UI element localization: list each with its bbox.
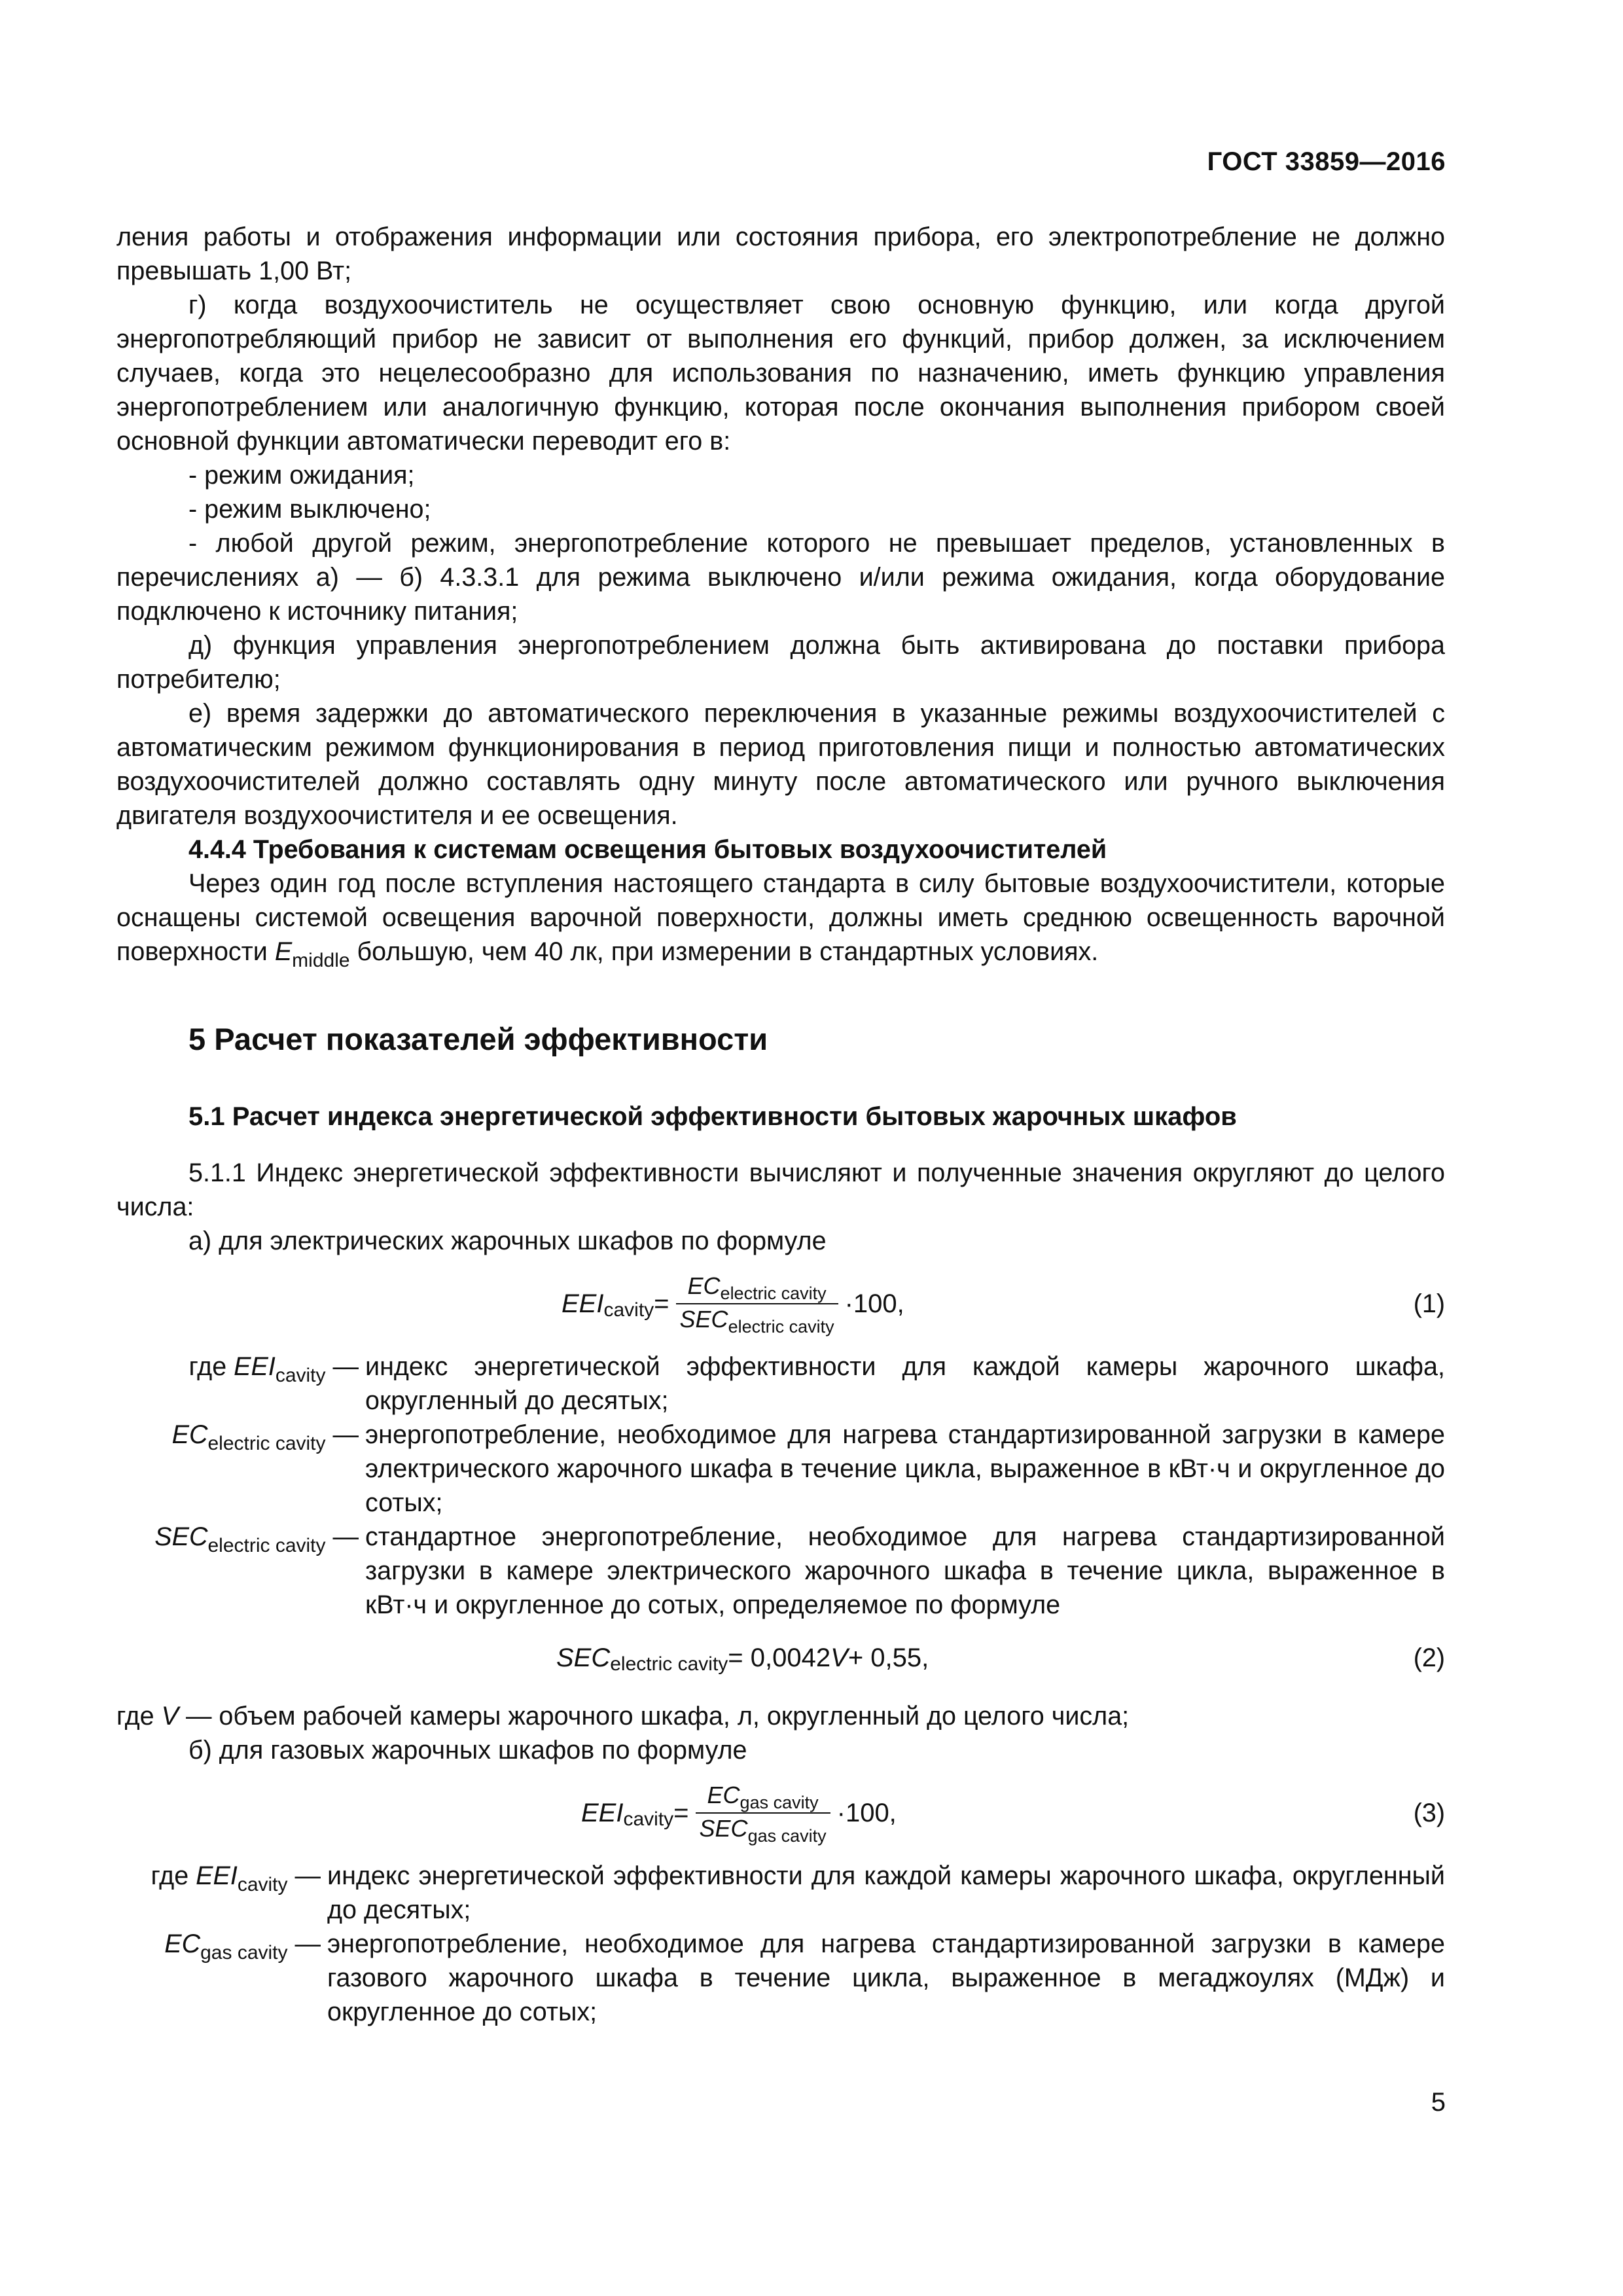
def-4-where: где [151, 1861, 196, 1890]
volume-where: где [116, 1702, 162, 1731]
formula-2 [116, 1622, 1445, 1694]
formula-3-den-subscript: gas cavity [747, 1826, 827, 1846]
paragraph-item-g: г) когда воздухоочиститель не осуществляет свою основную функцию, или когда другой энергопотребляющий прибор не зависит от выполнения его функций, прибор должен, за исключением случаев, когда это нецелесообразно для использования по назначению, иметь функцию управления энергопотреблением или аналогичную функцию, которая после окончания выполнения прибором своей основной функции автоматически переводит его в: [116, 291, 1445, 456]
list-item-standby: - режим ожидания; [188, 461, 415, 490]
paragraph-volume-definition [116, 1699, 1445, 1733]
formula-3-lhs-subscript: cavity [623, 1808, 674, 1830]
def-4-subscript: cavity [237, 1874, 288, 1895]
page-content [116, 220, 1445, 2029]
list-item-other-mode: - любой другой режим, энергопотребление которого не превышает пределов, установленных в перечислениях а) — б) 4.3.3.1 для режима выключено и/или режима ожидания, когда оборудование подключено к источнику питания; [116, 529, 1445, 626]
volume-text: — объем рабочей камеры жарочного шкафа, л, округленный до целого числа; [178, 1702, 1130, 1731]
paragraph-item-a: а) для электрических жарочных шкафов по формуле [188, 1227, 827, 1255]
formula-3-denominator [696, 1814, 830, 1846]
def-4-term [116, 1859, 327, 1927]
formula-1-denominator [676, 1304, 838, 1336]
def-2-dash: — [325, 1420, 359, 1449]
def-1-dash: — [325, 1352, 359, 1381]
formula-1-den-symbol: SEC [679, 1306, 728, 1333]
formula-1 [116, 1258, 1445, 1350]
formula-1-num-symbol: EC [687, 1272, 721, 1299]
def-2-text: энергопотребление, необходимое для нагрева стандартизированной загрузки в камере электрического жарочного шкафа в течение цикла, выраженное в кВт·ч и округленное до сотых; [365, 1420, 1445, 1517]
subsection-number: 4.4.4 [188, 835, 246, 864]
formula-2-label: (2) [1413, 1643, 1445, 1672]
formula-3-numerator [704, 1780, 823, 1812]
def-5-symbol: EC [164, 1929, 201, 1958]
paragraph-continued: ления работы и отображения информации или состояния прибора, его электропотребление не должно превышать 1,00 Вт; [116, 223, 1445, 285]
formula-2-expression [556, 1622, 929, 1694]
formula-2-constant: + 0,55, [847, 1643, 929, 1672]
formula-1-fraction [676, 1271, 838, 1336]
list-item-off: - режим выключено; [188, 495, 431, 524]
definitions-formula-1 [116, 1350, 1445, 1622]
subsection-4-4-4-heading [116, 833, 1445, 867]
formula-3-lhs: EEI [581, 1799, 624, 1827]
lighting-text-a: Через один год после вступления настоящего стандарта в силу бытовые воздухоочистители, которые оснащены системой освещения варочной поверхности, должны иметь среднюю освещенность варочной поверхности [116, 869, 1445, 966]
section-5-heading: 5 Расчет показателей эффективности [188, 1022, 768, 1056]
def-5-subscript: gas cavity [200, 1942, 288, 1964]
def-1-subscript: cavity [275, 1365, 326, 1386]
def-3-text: стандартное энергопотребление, необходимое для нагрева стандартизированной загрузки в камере электрического жарочного шкафа в течение цикла, выраженное в кВт·ч и округленное до сотых, определяемое по формуле [365, 1522, 1445, 1619]
formula-3-num-symbol: EC [707, 1782, 740, 1808]
def-3-symbol: SEC [154, 1522, 208, 1551]
def-1-term [116, 1350, 365, 1418]
formula-3-den-symbol: SEC [699, 1815, 748, 1842]
def-1-where: где [188, 1352, 234, 1381]
formula-3 [116, 1767, 1445, 1859]
section-5-1-heading: 5.1 Расчет индекса энергетической эффективности бытовых жарочных шкафов [188, 1102, 1237, 1131]
formula-1-lhs-subscript: cavity [603, 1299, 654, 1321]
paragraph-5-1-1: 5.1.1 Индекс энергетической эффективности вычисляют и полученные значения округляют до целого числа: [116, 1158, 1445, 1221]
def-2-symbol: EC [171, 1420, 208, 1449]
def-3-subscript: electric cavity [207, 1535, 326, 1556]
definitions-formula-3 [116, 1859, 1445, 2029]
formula-2-coefficient: = 0,0042 [728, 1643, 831, 1672]
document-code: ГОСТ 33859—2016 [1207, 147, 1446, 176]
formula-3-multiplier: ·100, [836, 1799, 897, 1827]
paragraph-item-d: д) функция управления энергопотреблением должна быть активирована до поставки прибора потребителю; [116, 631, 1445, 694]
formula-1-den-subscript: electric cavity [728, 1317, 834, 1336]
page-number: 5 [1431, 2088, 1446, 2117]
paragraph-lighting [116, 867, 1445, 971]
formula-1-expression [562, 1258, 904, 1350]
def-5-text: энергопотребление, необходимое для нагрева стандартизированной загрузки в камере газового жарочного шкафа в течение цикла, выраженное в мегаджоулях (МДж) и округленное до сотых; [327, 1929, 1445, 2026]
def-2-subscript: electric cavity [207, 1433, 326, 1454]
volume-symbol: V [161, 1702, 179, 1731]
formula-1-label: (1) [1413, 1289, 1445, 1318]
symbol-e: E [274, 937, 293, 966]
def-5-dash: — [287, 1929, 321, 1958]
formula-2-lhs-subscript: electric cavity [610, 1653, 728, 1675]
def-1-text: индекс энергетической эффективности для каждой камеры жарочного шкафа, округленный до десятых; [365, 1352, 1445, 1415]
paragraph-item-e: е) время задержки до автоматического переключения в указанные режимы воздухоочистителей с автоматическим режимом функционирования в период приготовления пищи и полностью автоматических воздухоочистителей должно составлять одну минуту после автоматического или ручного выключения двигателя воздухоочистителя и ее освещения. [116, 699, 1445, 830]
paragraph-item-b: б) для газовых жарочных шкафов по формуле [188, 1736, 747, 1765]
formula-1-numerator [684, 1271, 830, 1303]
formula-1-num-subscript: electric cavity [720, 1283, 827, 1303]
formula-1-multiplier: ·100, [844, 1289, 904, 1318]
def-1-symbol: EEI [234, 1352, 276, 1381]
formula-1-lhs: EEI [562, 1289, 604, 1318]
def-4-symbol: EEI [196, 1861, 238, 1890]
subsection-title: Требования к системам освещения бытовых воздухоочистителей [253, 835, 1107, 864]
def-3-dash: — [325, 1522, 359, 1551]
formula-3-num-subscript: gas cavity [740, 1793, 819, 1812]
formula-2-variable: V [830, 1643, 848, 1672]
def-4-dash: — [287, 1861, 321, 1890]
def-5-term [116, 1927, 327, 2029]
symbol-e-subscript: middle [292, 950, 350, 971]
def-2-term [116, 1418, 365, 1520]
formula-1-equals: = [654, 1289, 669, 1318]
def-3-term [116, 1520, 365, 1622]
lighting-text-b: большую, чем 40 лк, при измерении в стандартных условиях. [349, 937, 1099, 966]
formula-2-lhs: SEC [556, 1643, 611, 1672]
formula-3-fraction [696, 1780, 830, 1846]
formula-3-expression [581, 1767, 897, 1859]
formula-3-equals: = [673, 1799, 689, 1827]
def-4-text: индекс энергетической эффективности для каждой камеры жарочного шкафа, округленный до десятых; [327, 1861, 1445, 1924]
formula-3-label: (3) [1413, 1799, 1445, 1827]
